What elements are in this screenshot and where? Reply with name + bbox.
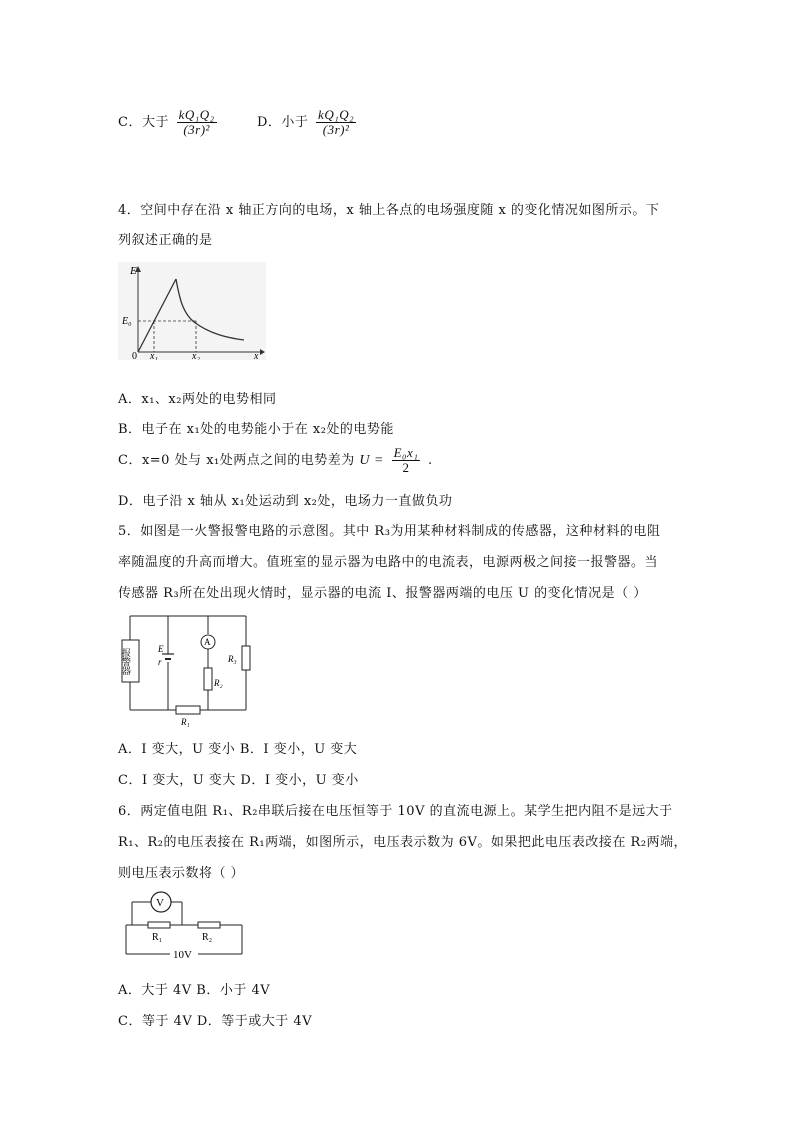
q6-stem-line-1: 6．两定值电阻 R₁、R₂串联后接在电压恒等于 10V 的直流电源上。某学生把内阻不是远大于 — [118, 804, 673, 819]
q6-stem-line-3: 则电压表示数将（ ） — [118, 866, 245, 881]
q4-stem-line-1: 4．空间中存在沿 x 轴正方向的电场，x 轴上各点的电场强度随 x 的变化情况如图所示。下 — [118, 203, 660, 218]
q5-stem-line-2: 率随温度的升高而增大。值班室的显示器为电路中的电流表，电源两极之间接一报警器。当 — [118, 555, 659, 570]
q5-options-row-1: A．I 变大，U 变小 B．I 变小，U 变大 — [118, 742, 358, 757]
q5-stem-line-3: 传感器 R₃所在处出现火情时，显示器的电流 I、报警器两端的电压 U 的变化情况是（ ） — [118, 586, 647, 601]
q4-field-graph — [118, 262, 266, 360]
circuit-label-ammeter: A — [204, 637, 211, 647]
q6-circuit-diagram — [122, 888, 248, 964]
circuit-label-r2: R₂ — [214, 678, 223, 688]
q6-options-row-1: A．大于 4V B．小于 4V — [118, 983, 271, 998]
q4-option-d: D．电子沿 x 轴从 x₁处运动到 x₂处，电场力一直做负功 — [118, 494, 453, 509]
q5-stem-line-1: 5．如图是一火警报警电路的示意图。其中 R₃为用某种材料制成的传感器，这种材料的电阻 — [118, 524, 661, 539]
voltmeter-label: V — [156, 897, 164, 909]
q4-option-c-math-u: U = — [359, 453, 384, 468]
q4-option-b: B．电子在 x₁处的电势能小于在 x₂处的电势能 — [118, 422, 394, 437]
circuit-label-r3: R₃ — [228, 654, 237, 664]
q5-options-row-2: C．I 变大，U 变大 D．I 变小，U 变小 — [118, 773, 359, 788]
graph-label-x2: x₂ — [192, 351, 200, 360]
graph-label-x: x — [254, 351, 259, 360]
q4-stem-line-2: 列叙述正确的是 — [118, 233, 213, 248]
q3-options — [118, 108, 359, 137]
r2-label: R₂ — [202, 932, 213, 943]
fraction-numerator: kQ₁Q₂ — [178, 107, 215, 122]
fraction-numerator: E₀x₁ — [393, 445, 419, 460]
q4-option-a: A．x₁、x₂两处的电势相同 — [118, 392, 277, 407]
q4-option-c-end: . — [427, 453, 433, 468]
q4-option-c-text: C．x=0 处与 x₁处两点之间的电势差为 — [118, 453, 355, 468]
graph-label-e: E — [130, 265, 137, 277]
fraction-denominator: (3r)² — [322, 122, 350, 137]
circuit-label-r: r — [158, 657, 162, 667]
graph-label-e0: E₀ — [122, 316, 132, 327]
fraction-denominator: (3r)² — [183, 122, 210, 137]
circuit-label-r1: R₁ — [181, 717, 190, 727]
q3-option-c-label: C．大于 — [118, 115, 169, 130]
fraction-numerator: kQ₁Q₂ — [318, 107, 355, 122]
q5-circuit-diagram — [118, 610, 258, 730]
circuit-label-e: E — [158, 644, 164, 654]
voltage-label: 10V — [173, 949, 192, 961]
q4-option-c — [118, 446, 433, 475]
r1-label: R₁ — [152, 932, 163, 943]
graph-label-x1: x₁ — [150, 351, 158, 360]
q6-stem-line-2: R₁、R₂的电压表接在 R₁两端，如图所示，电压表示数为 6V。如果把此电压表改接在 R₂两端， — [118, 835, 688, 850]
q3-option-d-label: D．小于 — [256, 115, 309, 130]
q4-option-c-fraction — [392, 446, 421, 475]
circuit-label-alarm: 报警器 — [121, 648, 131, 675]
fraction-denominator: 2 — [402, 460, 410, 475]
q3-option-d-fraction — [316, 108, 356, 137]
q3-option-c-fraction — [177, 108, 217, 137]
graph-label-origin: 0 — [132, 351, 137, 360]
q6-options-row-2: C．等于 4V D．等于或大于 4V — [118, 1014, 313, 1029]
